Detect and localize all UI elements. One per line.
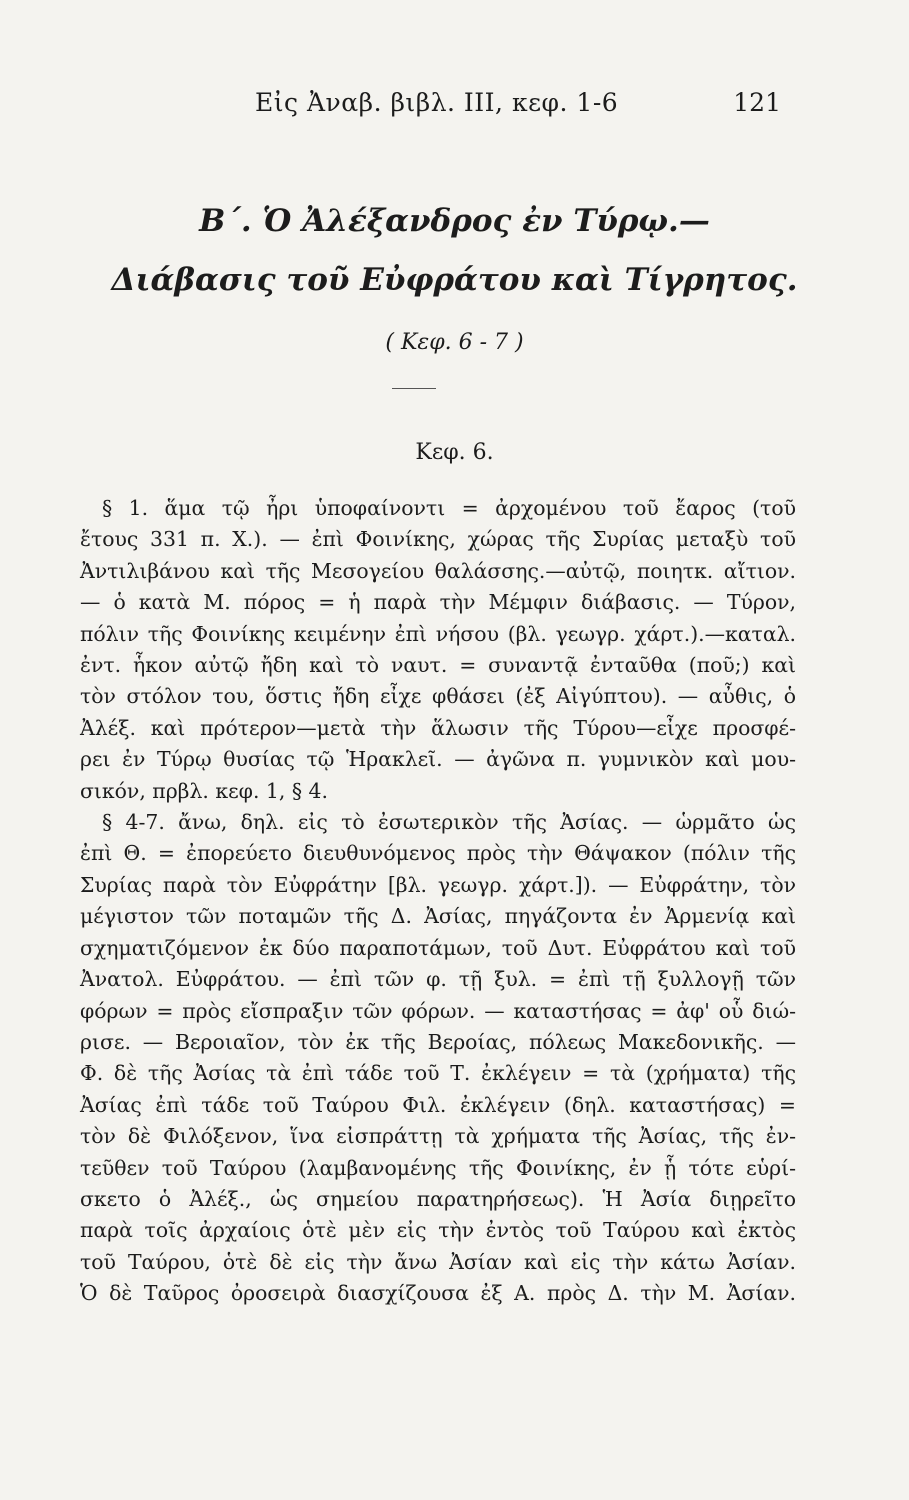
text-line: παρὰ τοῖς ἀρχαίοις ὁτὲ μὲν εἰς τὴν ἐντὸς τοῦ Ταύρου καὶ ἐκτὸς (80, 1218, 796, 1243)
text-line: Συρίας παρὰ τὸν Εὐφράτην [βλ. γεωγρ. χάρτ.]). — Εὐφράτην, τὸν (80, 872, 796, 897)
text-line: σικόν, πρβλ. κεφ. 1, § 4. (80, 778, 328, 803)
text-line: πόλιν τῆς Φοινίκης κειμένην ἐπὶ νήσου (βλ. γεωγρ. χάρτ.).—καταλ. (80, 621, 796, 646)
text-line: σχηματιζόμενον ἐκ δύο παραποτάμων, τοῦ Δυτ. Εὐφράτου καὶ τοῦ (80, 935, 796, 960)
chapter-heading: Κεφ. 6. (415, 440, 494, 465)
text-line: Ἀντιλιβάνου καὶ τῆς Μεσογείου θαλάσσης.—αὐτῷ, ποιητκ. αἴτιον. (80, 558, 796, 583)
text-line: ἔτους 331 π. Χ.). — ἐπὶ Φοινίκης, χώρας τῆς Συρίας μεταξὺ τοῦ (80, 527, 796, 552)
text-line: Ἀσίας ἐπὶ τάδε τοῦ Ταύρου Φιλ. ἐκλέγειν (δηλ. καταστήσας) = (80, 1092, 796, 1117)
page-number: 121 (733, 88, 781, 117)
text-line: τεῦθεν τοῦ Ταύρου (λαμβανομένης τῆς Φοινίκης, ἐν ᾗ τότε εὑρί- (80, 1155, 796, 1180)
text-line: φόρων = πρὸς εἴσπραξιν τῶν φόρων. — καταστήσας = ἀφ' οὗ διώ- (80, 998, 796, 1023)
text-line: τὸν στόλον του, ὅστις ἤδη εἶχε φθάσει (ἐξ Αἰγύπτου). — αὖθις, ὁ (80, 684, 796, 709)
text-line: § 4-7. ἄνω, δηλ. εἰς τὸ ἐσωτερικὸν τῆς Ἀσίας. — ὡρμᾶτο ὡς (102, 810, 796, 835)
text-line: Ὁ δὲ Ταῦρος ὀροσειρὰ διασχίζουσα ἐξ Α. πρὸς Δ. τὴν Μ. Ἀσίαν. (80, 1281, 796, 1306)
commentary-text (80, 493, 796, 1310)
text-line: Φ. δὲ τῆς Ἀσίας τὰ ἐπὶ τάδε τοῦ Τ. ἐκλέγειν = τὰ (χρήματα) τῆς (80, 1061, 796, 1086)
section-title-line-2: Διάβασις τοῦ Εὐφράτου καὶ Τίγρητος. (111, 262, 798, 298)
text-line: τοῦ Ταύρου, ὁτὲ δὲ εἰς τὴν ἄνω Ἀσίαν καὶ εἰς τὴν κάτω Ἀσίαν. (80, 1249, 796, 1274)
text-line: ρει ἐν Τύρῳ θυσίας τῷ Ἡρακλεῖ. — ἀγῶνα π. γυμνικὸν καὶ μου- (80, 747, 796, 772)
running-head-text: Εἰς Ἀναβ. βιβλ. III, κεφ. 1-6 (255, 88, 619, 117)
text-line: τὸν δὲ Φιλόξενον, ἵνα εἰσπράττῃ τὰ χρήματα τῆς Ἀσίας, τῆς ἐν- (80, 1124, 796, 1149)
text-line: μέγιστον τῶν ποταμῶν τῆς Δ. Ἀσίας, πηγάζοντα ἐν Ἀρμενίᾳ καὶ (80, 904, 796, 929)
chapters-range-label: ( Κεφ. 6 - 7 ) (385, 330, 524, 355)
text-line: ἐπὶ Θ. = ἐπορεύετο διευθυνόμενος πρὸς τὴν Θάψακον (πόλιν τῆς (80, 841, 796, 866)
section-title-line-1: Β΄. Ὁ Ἀλέξανδρος ἐν Τύρῳ.— (199, 203, 710, 239)
text-line: — ὁ κατὰ Μ. πόρος = ἡ παρὰ τὴν Μέμφιν διάβασις. — Τύρον, (80, 590, 796, 615)
text-line: σκετο ὁ Ἀλέξ., ὡς σημείου παρατηρήσεως). Ἡ Ἀσία διῃρεῖτο (80, 1186, 796, 1211)
running-head (0, 88, 909, 128)
text-line: ἐντ. ἧκον αὐτῷ ἤδη καὶ τὸ ναυτ. = συναντᾷ ἐνταῦθα (ποῦ;) καὶ (80, 653, 796, 678)
text-line: ρισε. — Βεροιαῖον, τὸν ἐκ τῆς Βεροίας, πόλεως Μακεδονικῆς. — (80, 1029, 796, 1054)
text-line: Ἀλέξ. καὶ πρότερον—μετὰ τὴν ἅλωσιν τῆς Τύρου—εἶχε προσφέ- (80, 715, 796, 740)
text-line: § 1. ἅμα τῷ ἦρι ὑποφαίνοντι = ἀρχομένου τοῦ ἔαρος (τοῦ (102, 496, 796, 520)
text-line: Ἀνατολ. Εὐφράτου. — ἐπὶ τῶν φ. τῇ ξυλ. = ἐπὶ τῇ ξυλλογῇ τῶν (80, 967, 796, 992)
divider-rule (392, 388, 436, 389)
